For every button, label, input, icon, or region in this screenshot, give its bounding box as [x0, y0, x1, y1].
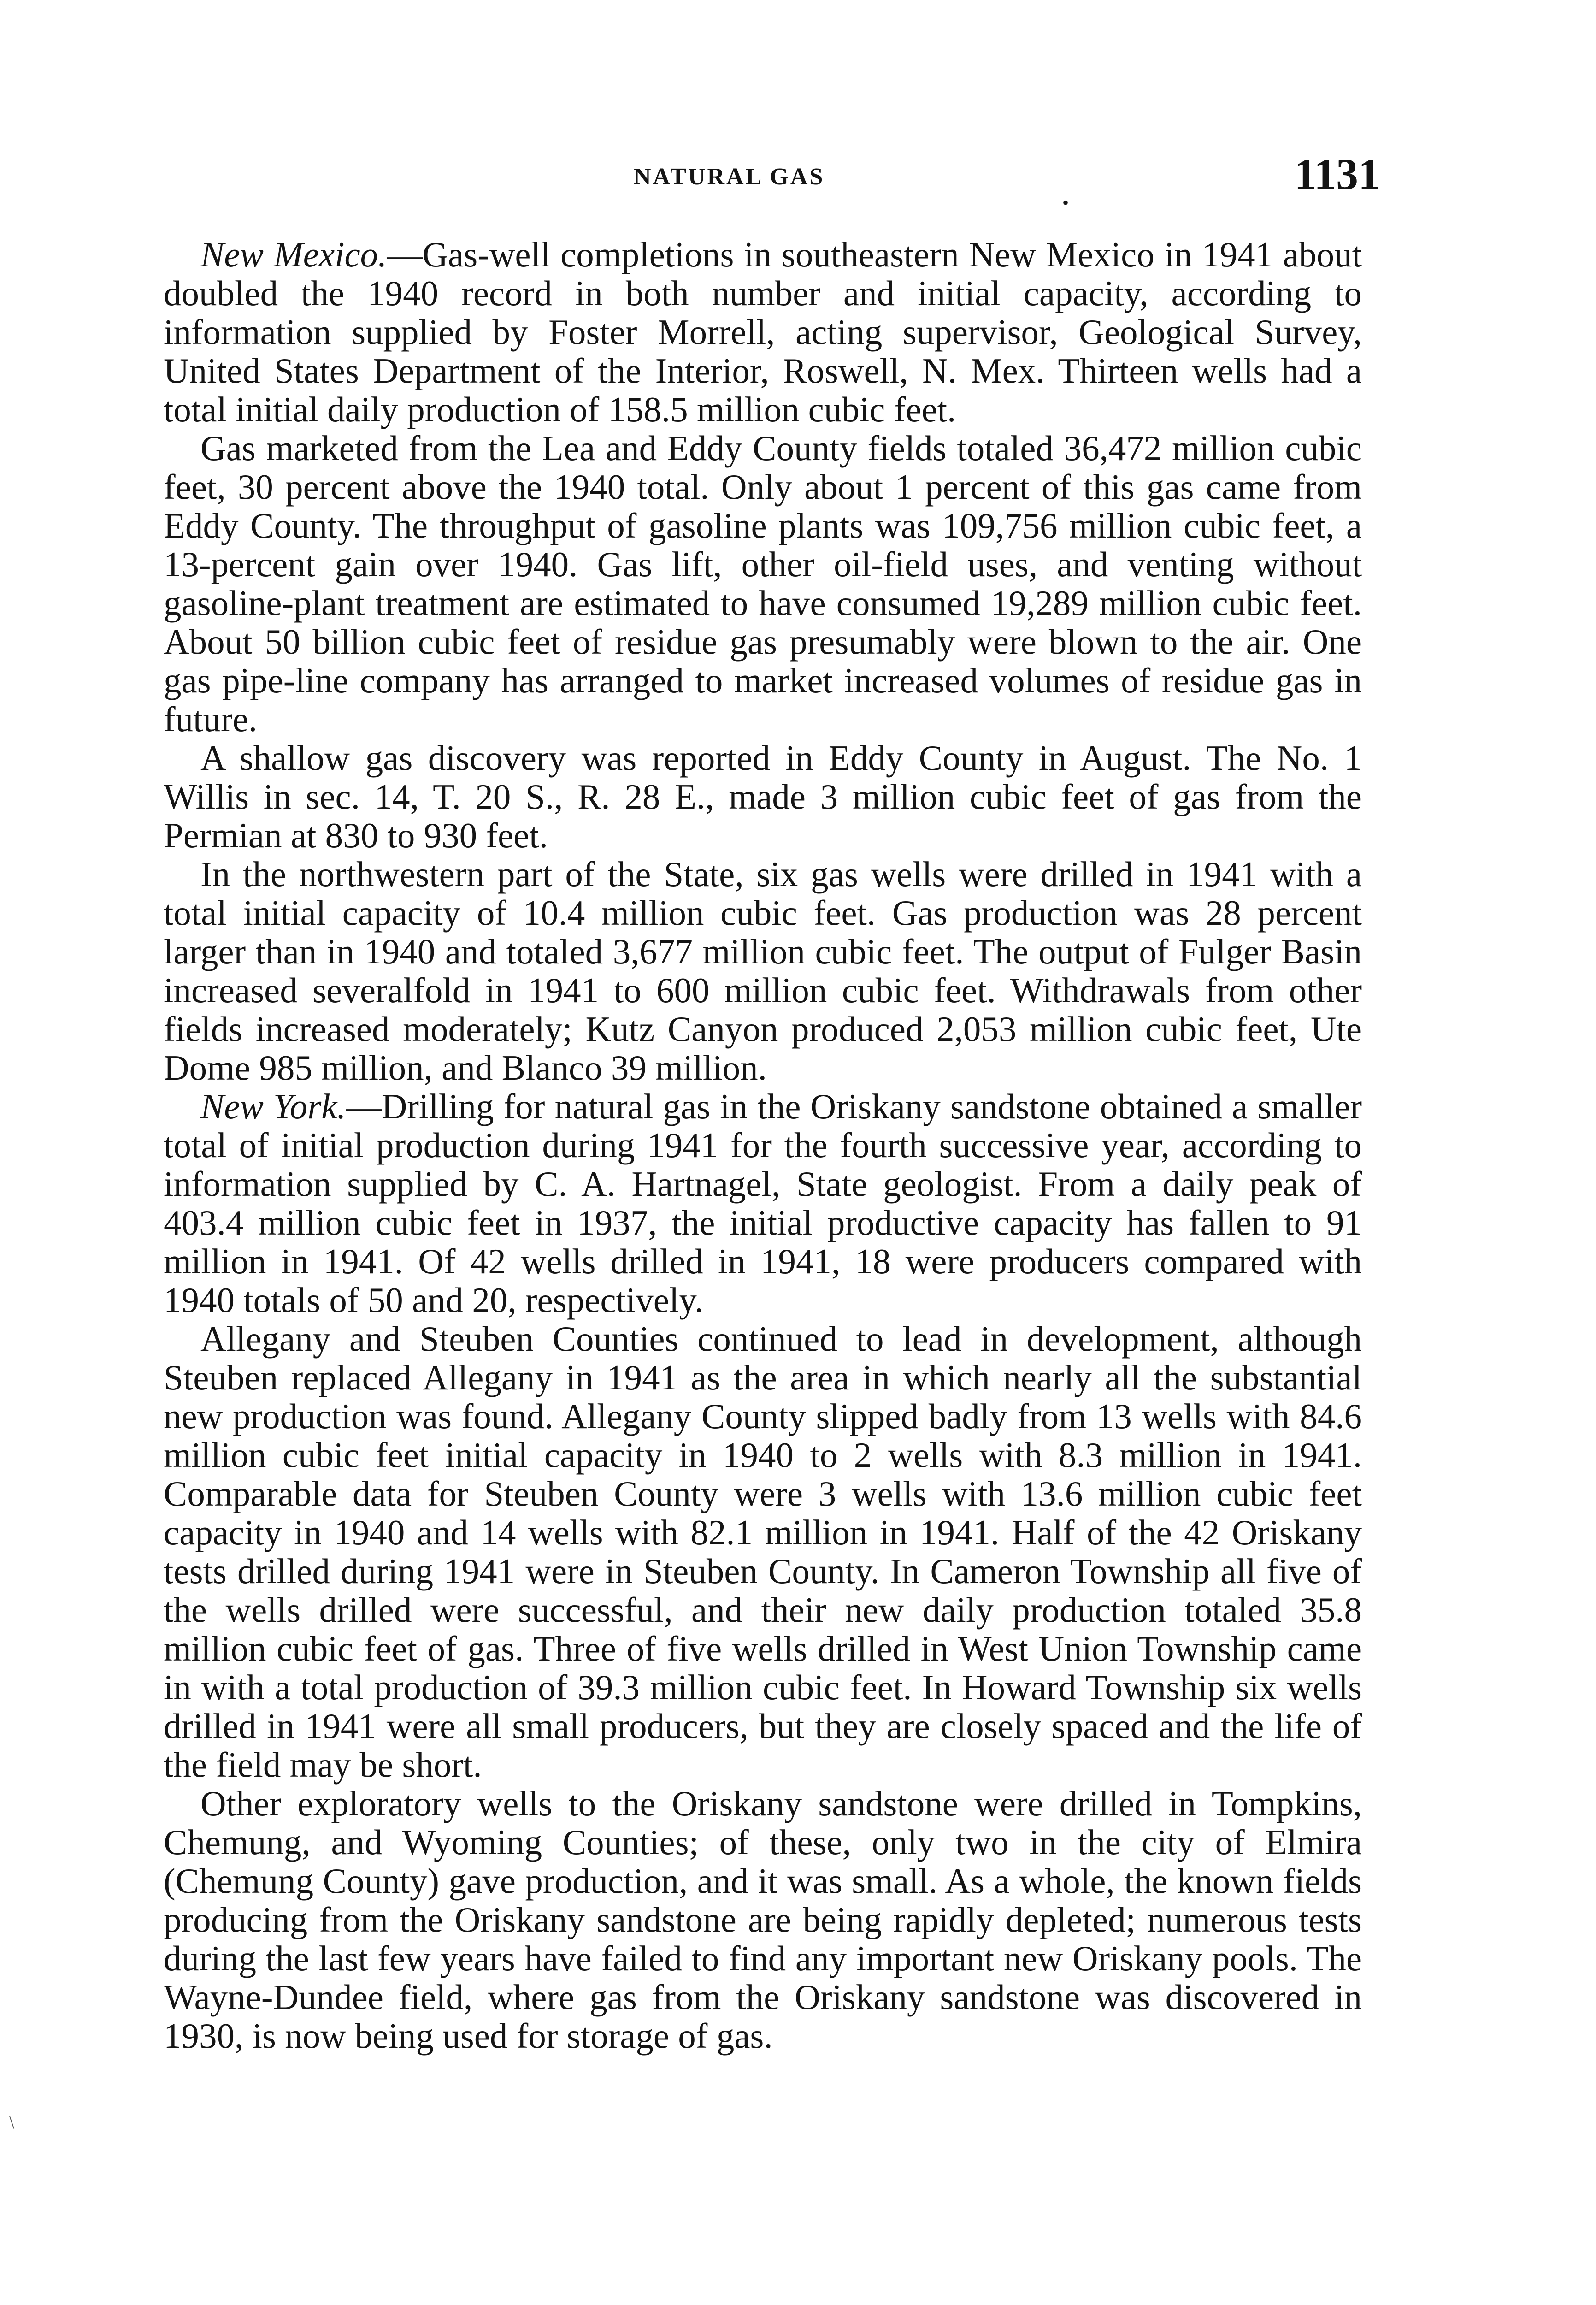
paragraph-exploratory-wells	[164, 1784, 1362, 2055]
paragraph-new-york-intro	[164, 1087, 1362, 1319]
paragraph-text: In the northwestern part of the State, six gas wells were drilled in 1941 with a total initial capacity of 10.4 million cubic feet. Gas production was 28 percent larger than in 1940 and totaled 3,677 million cubic feet. The output of Fulger Basin increased severalfold in 1941 to 600 million cubic feet. Withdrawals from other fields increased moderately; Kutz Canyon produced 2,053 million cubic feet, Ute Dome 985 million, and Blanco 39 million.	[164, 854, 1362, 1087]
paragraph-text: Gas marketed from the Lea and Eddy County fields totaled 36,472 million cubic feet, 30 percent above the 1940 total. Only about 1 percent of this gas came from Eddy County. The throughput of gasoline plants was 109,756 million cubic feet, a 13-percent gain over 1940. Gas lift, other oil-field uses, and venting without gasoline-plant treatment are estimated to have consumed 19,289 million cubic feet. About 50 billion cubic feet of residue gas presumably were blown to the air. One gas pipe-line company has arranged to market increased volumes of residue gas in future.	[164, 428, 1362, 739]
body-text	[164, 235, 1362, 2055]
running-head	[164, 149, 1380, 213]
printer-dot-mark: •	[1062, 192, 1069, 213]
paragraph-gas-marketed	[164, 429, 1362, 739]
paragraph-new-mexico-intro	[164, 235, 1362, 429]
paragraph-text: Other exploratory wells to the Oriskany sandstone were drilled in Tompkins, Chemung, and Wyoming Counties; of these, only two in the city of Elmira (Chemung County) gave production, and it was small. As a whole, the known fields producing from the Oriskany sandstone are being rapidly depleted; numerous tests during the last few years have failed to find any important new Oriskany pools. The Wayne-Dundee field, where gas from the Oriskany sandstone was discovered in 1930, is now being used for storage of gas.	[164, 1784, 1362, 2056]
margin-speck: \	[9, 2112, 15, 2133]
paragraph-text: Allegany and Steuben Counties continued to lead in development, although Steuben replaced Allegany in 1941 as the area in which nearly all the substantial new production was found. Allegany County slipped badly from 13 wells with 84.6 million cubic feet initial capacity in 1940 to 2 wells with 8.3 million in 1941. Comparable data for Steuben County were 3 wells with 13.6 million cubic feet capacity in 1940 and 14 wells with 82.1 million in 1941. Half of the 42 Oriskany tests drilled during 1941 were in Steuben County. In Cameron Township all five of the wells drilled were successful, and their new daily production totaled 35.8 million cubic feet of gas. Three of five wells drilled in West Union Township came in with a total production of 39.3 million cubic feet. In Howard Township six wells drilled in 1941 were all small producers, but they are closely spaced and the life of the field may be short.	[164, 1319, 1362, 1785]
paragraph-northwestern-state	[164, 855, 1362, 1087]
paragraph-text: —Gas-well completions in southeastern New Mexico in 1941 about doubled the 1940 record in both number and initial capacity, according to information supplied by Foster Morrell, acting supervisor, Geological Survey, United States Department of the Interior, Roswell, N. Mex. Thirteen wells had a total initial daily production of 158.5 million cubic feet.	[164, 235, 1362, 429]
paragraph-shallow-discovery	[164, 739, 1362, 855]
section-lead-new-mexico: New Mexico.	[200, 235, 387, 274]
section-lead-new-york: New York.	[200, 1087, 346, 1126]
running-title: NATURAL GAS	[634, 164, 825, 190]
paragraph-allegany-steuben	[164, 1319, 1362, 1784]
paragraph-text: —Drilling for natural gas in the Oriskany sandstone obtained a smaller total of initial production during 1941 for the fourth successive year, according to information supplied by C. A. Hartnagel, State geologist. From a daily peak of 403.4 million cubic feet in 1937, the initial productive capacity has fallen to 91 million in 1941. Of 42 wells drilled in 1941, 18 were producers compared with 1940 totals of 50 and 20, respectively.	[164, 1087, 1362, 1320]
page-number: 1131	[1294, 149, 1380, 199]
paragraph-text: A shallow gas discovery was reported in Eddy County in August. The No. 1 Willis in sec. 14, T. 20 S., R. 28 E., made 3 million cubic feet of gas from the Permian at 830 to 930 feet.	[164, 738, 1362, 855]
